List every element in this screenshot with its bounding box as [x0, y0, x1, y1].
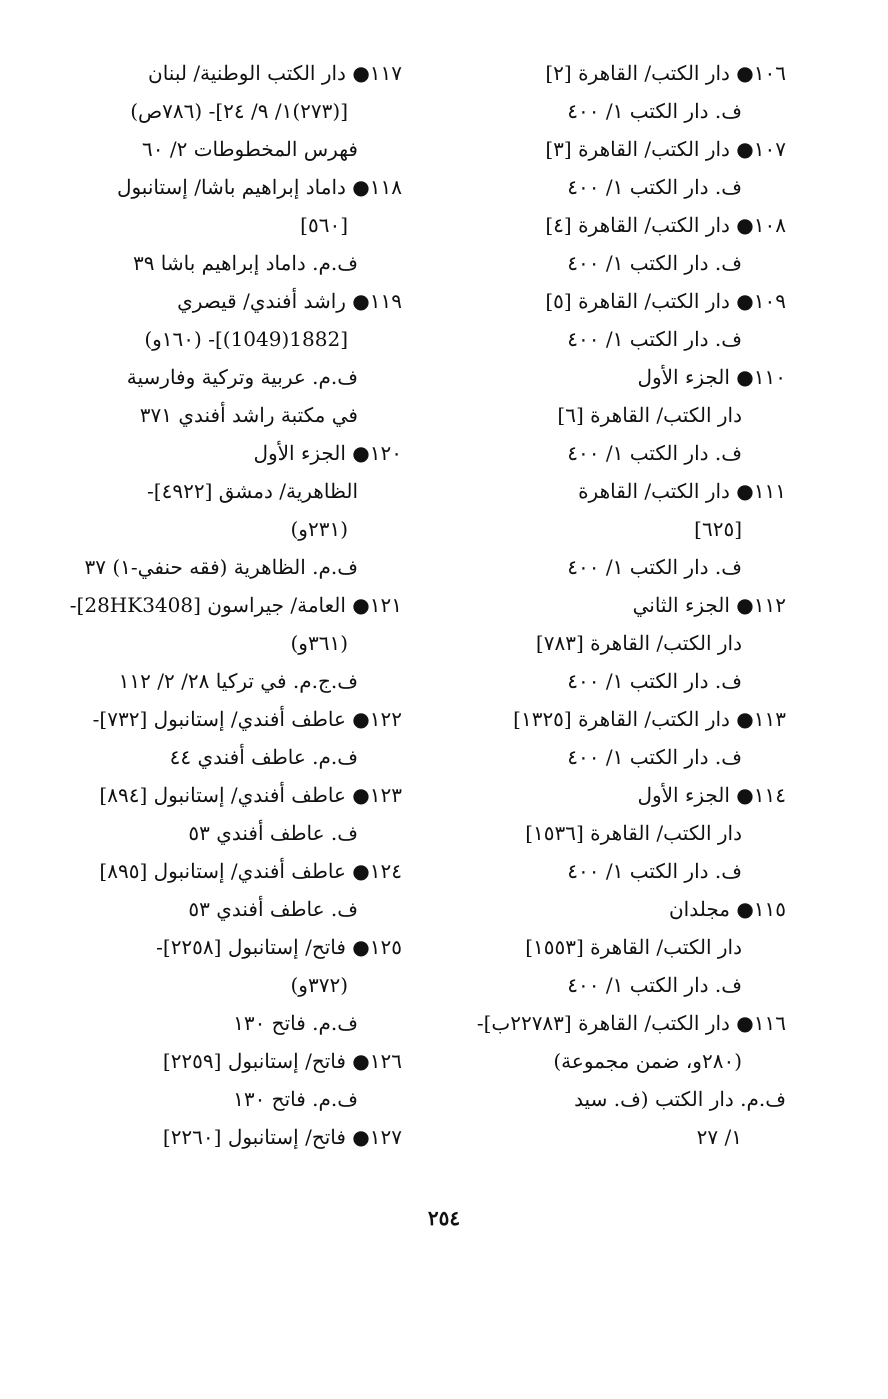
left-catalog-line: فهرس المخطوطات ٢/ ٦٠: [142, 137, 358, 161]
right-catalog-line: ١٠٦● دار الكتب/ القاهرة [٢]: [545, 61, 786, 85]
left-catalog-line: ١٢١● العامة/ جيراسون [28HK3408]-: [69, 593, 402, 617]
left-catalog-line: الظاهرية/ دمشق [٤٩٢٢]-: [147, 479, 358, 503]
left-catalog-line: [(٢٧٣)١/ ٩/ ٢٤]- (٧٨٦ص): [130, 99, 348, 123]
left-catalog-line: [1882(1049)]- (١٦٠و): [144, 327, 348, 351]
right-catalog-line: ف. دار الكتب ١/ ٤٠٠: [567, 745, 742, 769]
right-catalog-line: ف. دار الكتب ١/ ٤٠٠: [567, 99, 742, 123]
right-catalog-line: ١٠٧● دار الكتب/ القاهرة [٣]: [545, 137, 786, 161]
left-catalog-line: ١٢٧● فاتح/ إستانبول [٢٢٦٠]: [162, 1125, 402, 1149]
right-catalog-line: ١٠٨● دار الكتب/ القاهرة [٤]: [545, 213, 786, 237]
right-catalog-line: [٦٢٥]: [694, 517, 742, 541]
right-catalog-line: ف. دار الكتب ١/ ٤٠٠: [567, 669, 742, 693]
left-catalog-line: ف.م. عاطف أفندي ٤٤: [169, 745, 358, 769]
right-catalog-line: ف.م. دار الكتب (ف. سيد: [574, 1087, 786, 1111]
page-number: ٢٥٤: [427, 1206, 461, 1230]
right-catalog-line: ف. دار الكتب ١/ ٤٠٠: [567, 175, 742, 199]
left-catalog-line: ف.م. عربية وتركية وفارسية: [126, 365, 358, 389]
right-catalog-line: دار الكتب/ القاهرة [٧٨٣]: [535, 631, 742, 655]
right-catalog-line: ١١٠● الجزء الأول: [637, 365, 786, 389]
right-catalog-line: ١١٤● الجزء الأول: [637, 783, 786, 807]
right-catalog-line: دار الكتب/ القاهرة [٦]: [557, 403, 742, 427]
left-catalog-line: ١١٨● داماد إبراهيم باشا/ إستانبول: [116, 175, 402, 199]
left-catalog-line: ف.م. فاتح ١٣٠: [233, 1011, 358, 1035]
left-catalog-line: ١٢٢● عاطف أفندي/ إستانبول [٧٣٢]-: [92, 707, 402, 731]
left-catalog-line: ف.ج.م. في تركيا ٢٨/ ٢/ ١١٢: [118, 669, 358, 693]
right-catalog-line: دار الكتب/ القاهرة [١٥٣٦]: [525, 821, 742, 845]
right-catalog-line: ١/ ٢٧: [696, 1125, 742, 1149]
left-column: [62, 54, 402, 1156]
right-column: [446, 54, 786, 1156]
left-catalog-line: [٥٦٠]: [300, 213, 348, 237]
right-catalog-line: ف. دار الكتب ١/ ٤٠٠: [567, 327, 742, 351]
left-catalog-line: في مكتبة راشد أفندي ٣٧١: [139, 403, 358, 427]
left-catalog-line: ف.م. الظاهرية (فقه حنفي-١) ٣٧: [84, 555, 358, 579]
left-catalog-line: ١٢٤● عاطف أفندي/ إستانبول [٨٩٥]: [99, 859, 402, 883]
left-catalog-line: ف. عاطف أفندي ٥٣: [188, 821, 358, 845]
right-catalog-line: دار الكتب/ القاهرة [١٥٥٣]: [525, 935, 742, 959]
left-catalog-line: ١٢٠● الجزء الأول: [253, 441, 402, 465]
right-catalog-line: ف. دار الكتب ١/ ٤٠٠: [567, 555, 742, 579]
right-catalog-line: ف. دار الكتب ١/ ٤٠٠: [567, 859, 742, 883]
right-catalog-line: ١١٥● مجلدان: [668, 897, 786, 921]
left-catalog-line: (٣٦١و): [290, 631, 348, 655]
left-catalog-line: (٢٣١و): [290, 517, 348, 541]
left-catalog-line: ١٢٣● عاطف أفندي/ إستانبول [٨٩٤]: [99, 783, 402, 807]
right-catalog-line: ف. دار الكتب ١/ ٤٠٠: [567, 251, 742, 275]
right-catalog-line: ف. دار الكتب ١/ ٤٠٠: [567, 441, 742, 465]
right-catalog-line: ف. دار الكتب ١/ ٤٠٠: [567, 973, 742, 997]
right-catalog-line: ١٠٩● دار الكتب/ القاهرة [٥]: [545, 289, 786, 313]
right-catalog-line: ١١١● دار الكتب/ القاهرة: [578, 479, 786, 503]
left-catalog-line: (٣٧٢و): [290, 973, 348, 997]
right-catalog-line: ١١٢● الجزء الثاني: [632, 593, 786, 617]
left-catalog-line: ١١٩● راشد أفندي/ قيصري: [177, 289, 402, 313]
left-catalog-line: ١٢٥● فاتح/ إستانبول [٢٢٥٨]-: [156, 935, 402, 959]
left-catalog-line: ف.م. داماد إبراهيم باشا ٣٩: [132, 251, 358, 275]
left-catalog-line: ف. عاطف أفندي ٥٣: [188, 897, 358, 921]
left-catalog-line: ف.م. فاتح ١٣٠: [233, 1087, 358, 1111]
right-catalog-line: ١١٦● دار الكتب/ القاهرة [٢٢٧٨٣ب]-: [476, 1011, 786, 1035]
left-catalog-line: ١١٧● دار الكتب الوطنية/ لبنان: [148, 61, 402, 85]
left-catalog-line: ١٢٦● فاتح/ إستانبول [٢٢٥٩]: [162, 1049, 402, 1073]
right-catalog-line: (٢٨٠و، ضمن مجموعة): [553, 1049, 742, 1073]
right-catalog-line: ١١٣● دار الكتب/ القاهرة [١٣٢٥]: [513, 707, 786, 731]
